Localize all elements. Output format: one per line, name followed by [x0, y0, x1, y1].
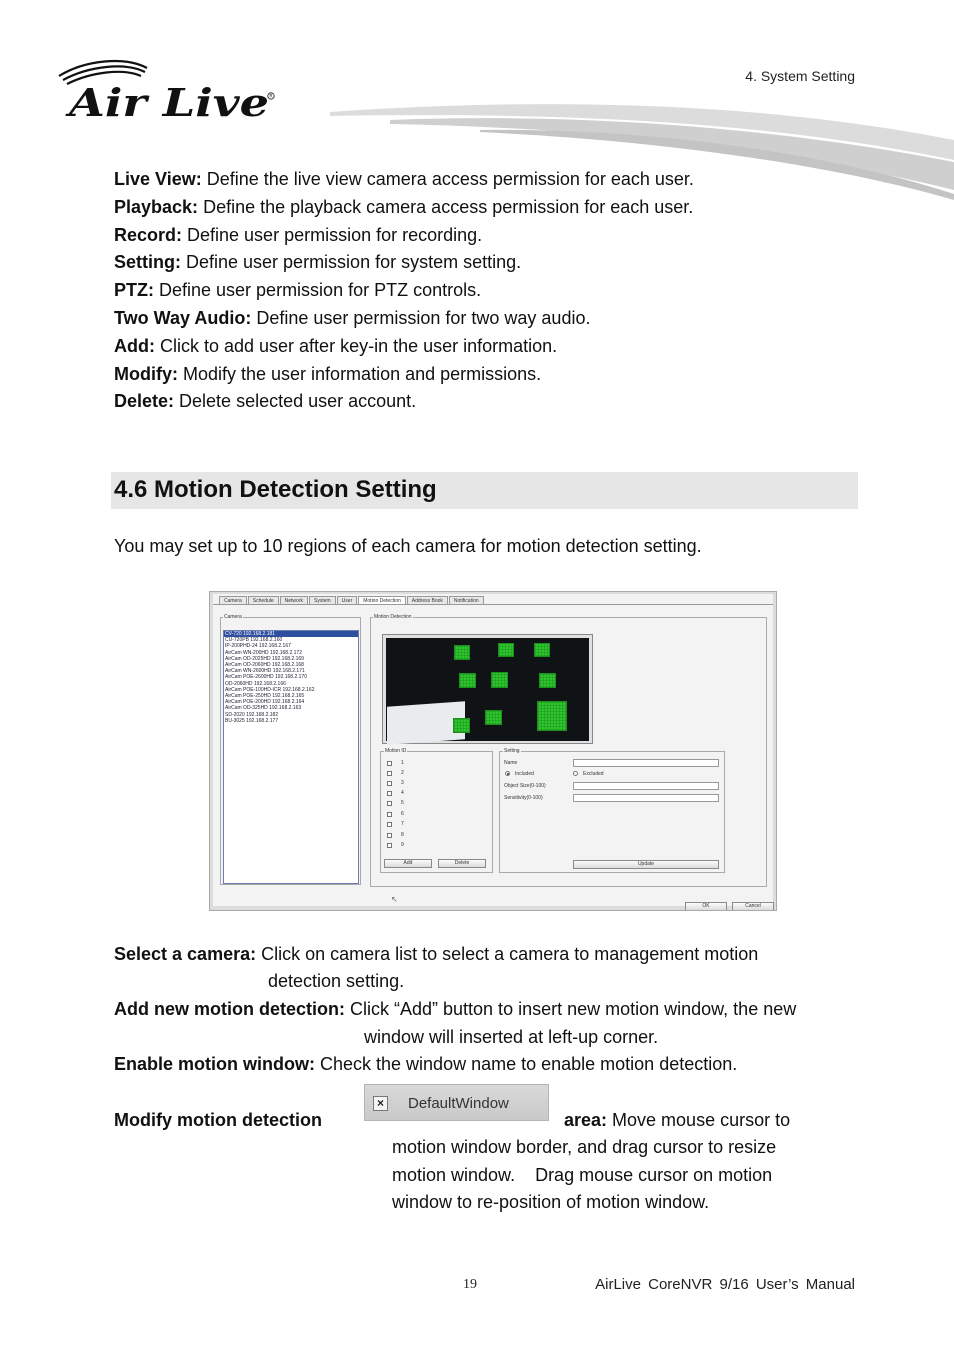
camera-list-item[interactable]: AirCam POE-250HD 192.168.2.165	[225, 693, 305, 700]
camera-list-item[interactable]: OD-2060HD 192.168.2.166	[225, 680, 286, 687]
definition-item: Delete: Delete selected user account.	[114, 391, 417, 412]
modify-motion-area: area: Move mouse cursor to	[564, 1110, 791, 1130]
camera-list-item[interactable]: IP-200PHD-24 192.168.2.167	[225, 643, 291, 650]
camera-group-label: Camera	[224, 614, 242, 620]
camera-list-item[interactable]: AirCam WN-200HD 192.168.2.172	[225, 649, 302, 656]
svg-text:R: R	[269, 94, 273, 100]
manual-title: AirLive CoreNVR 9/16 User’s Manual	[595, 1276, 855, 1293]
delete-motion-button[interactable]: Delete	[438, 859, 486, 868]
camera-list-item[interactable]: CU-720PB 192.168.2.160	[225, 637, 283, 644]
setting-group	[499, 751, 725, 873]
tab-motion-detection[interactable]: Motion Detection	[358, 596, 406, 605]
close-checkbox-icon: ×	[373, 1096, 388, 1111]
sensitivity-label: Sensitivity(0-100)	[504, 795, 543, 801]
motion-id-checkbox[interactable]	[387, 791, 392, 796]
add-motion-continuation: window will inserted at left-up corner.	[364, 1027, 659, 1047]
modify-motion-continuation: motion window border, and drag cursor to resize	[392, 1137, 777, 1157]
object-size-label: Object Size(0-100)	[504, 783, 546, 789]
motion-id-group-label: Motion ID	[385, 748, 407, 754]
cancel-button[interactable]: Cancel	[732, 902, 774, 911]
motion-window[interactable]	[453, 718, 470, 733]
camera-list-item[interactable]: AirCam OD-2025HD 192.168.2.169	[225, 655, 304, 662]
camera-list-item[interactable]: AirCam POE-100HD-ICR 192.168.2.162	[225, 686, 315, 693]
camera-list-item[interactable]: CV-720 192.168.2.181	[224, 631, 358, 637]
motion-window[interactable]	[498, 643, 514, 657]
motion-id-checkbox[interactable]	[387, 833, 392, 838]
camera-list-item[interactable]: AirCam POE-200HD 192.168.2.164	[225, 699, 305, 706]
tab-network[interactable]: Network	[280, 596, 308, 604]
excluded-label: Excluded	[583, 771, 604, 777]
select-camera-continuation: detection setting.	[268, 971, 405, 991]
camera-list-item[interactable]: AirCam WN-2600HD 192.168.2.171	[225, 668, 305, 675]
motion-id-row[interactable]: 3	[387, 779, 404, 787]
motion-window[interactable]	[485, 710, 502, 725]
mouse-cursor-icon: ↖	[391, 895, 398, 904]
camera-list-item[interactable]: BU-3025 192.168.2.177	[225, 717, 279, 724]
included-radio[interactable]	[505, 771, 510, 776]
camera-list-item[interactable]: AirCam OD-2060HD 192.168.2.168	[225, 662, 304, 669]
motion-window[interactable]	[491, 672, 508, 688]
camera-preview[interactable]	[382, 634, 593, 744]
motion-id-row[interactable]: 6	[387, 810, 404, 818]
motion-id-row[interactable]: 8	[387, 831, 404, 839]
modify-motion-continuation: window to re-position of motion window.	[392, 1192, 710, 1212]
default-window-label: DefaultWindow	[408, 1095, 509, 1112]
motion-id-checkbox[interactable]	[387, 822, 392, 827]
motion-id-row[interactable]: 4	[387, 789, 404, 797]
logo-wordmark: Air Live	[65, 80, 269, 124]
motion-id-checkbox[interactable]	[387, 771, 392, 776]
included-label: Included	[515, 771, 534, 777]
motion-id-checkbox[interactable]	[387, 812, 392, 817]
section-heading: 4.6 Motion Detection Setting	[114, 476, 437, 503]
enable-motion-instruction: Enable motion window: Check the window name to enable motion detection.	[114, 1054, 738, 1074]
definition-item: Setting: Define user permission for system setting.	[114, 252, 522, 273]
default-window-image	[364, 1084, 549, 1121]
definition-item: Playback: Define the playback camera access permission for each user.	[114, 196, 694, 217]
motion-window[interactable]	[539, 673, 556, 688]
object-size-field[interactable]	[573, 782, 719, 790]
motion-id-row[interactable]: 1	[387, 759, 404, 767]
modify-motion-term: Modify motion detection	[114, 1110, 322, 1130]
tab-schedule[interactable]: Schedule	[248, 596, 279, 604]
definition-item: Add: Click to add user after key-in the user information.	[114, 335, 558, 356]
motion-id-checkbox[interactable]	[387, 781, 392, 786]
motion-id-checkbox[interactable]	[387, 761, 392, 766]
motion-window[interactable]	[534, 643, 550, 657]
section-label: 4. System Setting	[745, 68, 855, 84]
motion-id-checkbox[interactable]	[387, 843, 392, 848]
definition-item: Modify: Modify the user information and permissions.	[114, 363, 542, 384]
preview-image	[386, 638, 589, 741]
name-label: Name	[504, 760, 518, 766]
motion-detection-group-label: Motion Detection	[374, 614, 412, 620]
tab-user[interactable]: User	[337, 596, 358, 604]
airlive-logo-icon	[55, 58, 285, 124]
sensitivity-field[interactable]	[573, 794, 719, 802]
camera-list[interactable]	[223, 630, 359, 884]
motion-id-row[interactable]: 7	[387, 820, 404, 828]
camera-list-item[interactable]: AirCam POE-2600HD 192.168.2.170	[225, 674, 307, 681]
add-motion-button[interactable]: Add	[384, 859, 432, 868]
definition-item: Live View: Define the live view camera access permission for each user.	[114, 169, 694, 189]
page-number: 19	[463, 1277, 477, 1292]
motion-id-row[interactable]: 2	[387, 769, 404, 777]
motion-id-row[interactable]: 9	[387, 841, 404, 849]
excluded-radio[interactable]	[573, 771, 578, 776]
name-field[interactable]	[573, 759, 719, 767]
motion-window[interactable]	[454, 645, 470, 660]
airlive-logo	[55, 58, 285, 124]
tab-notification[interactable]: Notification	[449, 596, 484, 604]
tab-divider	[213, 604, 773, 605]
motion-window[interactable]	[537, 701, 567, 731]
definition-item: PTZ: Define user permission for PTZ controls.	[114, 280, 482, 301]
select-camera-instruction: Select a camera: Click on camera list to select a camera to management motion	[114, 944, 759, 964]
camera-list-item[interactable]: SD-2020 192.168.2.182	[225, 711, 279, 718]
permission-definitions	[114, 166, 874, 416]
section-heading-bar	[111, 472, 858, 509]
definition-item: Two Way Audio: Define user permission for two way audio.	[114, 307, 591, 328]
motion-window[interactable]	[459, 673, 476, 688]
motion-id-row[interactable]: 5	[387, 799, 404, 807]
motion-id-checkbox[interactable]	[387, 801, 392, 806]
camera-list-item[interactable]: AirCam OD-325HD 192.168.2.163	[225, 705, 302, 712]
add-motion-instruction: Add new motion detection: Click “Add” button to insert new motion window, the new	[114, 999, 797, 1019]
tab-camera[interactable]: Camera	[219, 596, 247, 604]
modify-motion-continuation: motion window. Drag mouse cursor on motion	[392, 1165, 773, 1185]
tab-address-book[interactable]: Address Book	[407, 596, 448, 604]
definition-item: Record: Define user permission for recording.	[114, 224, 483, 245]
intro-paragraph: You may set up to 10 regions of each camera for motion detection setting.	[114, 536, 702, 556]
tab-system[interactable]: System	[309, 596, 336, 604]
setting-group-label: Setting	[504, 748, 520, 754]
ok-button[interactable]: OK	[685, 902, 727, 911]
update-button[interactable]: Update	[573, 860, 719, 869]
motion-detection-screenshot	[209, 591, 777, 911]
